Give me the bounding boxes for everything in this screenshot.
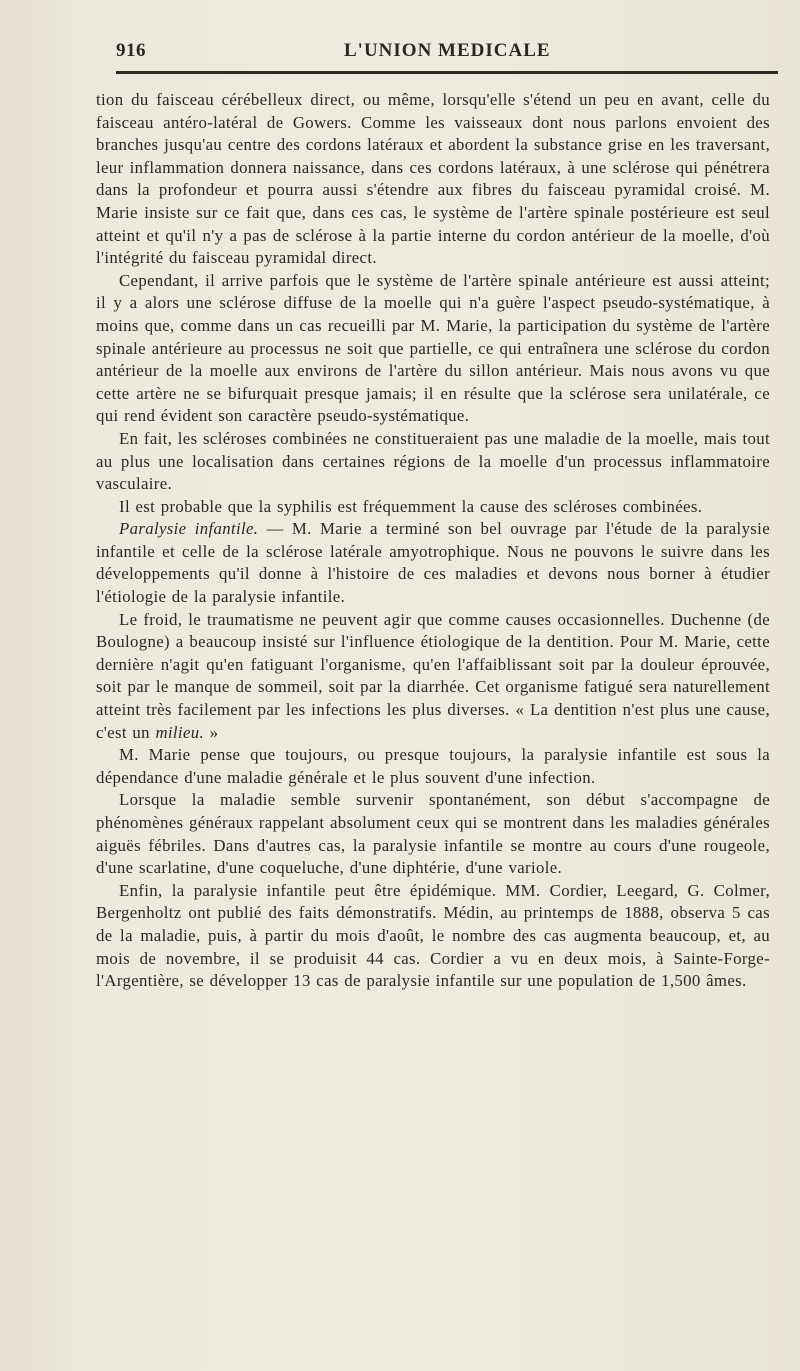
paragraph-2: Cependant, il arrive parfois que le système de l'artère spinale antérieure est aussi atteint; il y a alors une sclérose diffuse de la moelle qui n'a guère l'aspect pseudo-systématique, à moins que, comme dans un cas recueilli par M. Marie, la participation du système de l'artère spinale antérieure au processus ne soit que partielle, ce qui entraînera une sclérose du cordon antérieur de la moelle aux environs de l'artère du sillon antérieur. Mais nous avons vu que cette artère ne se bifurquait presque jamais; il en résulte que la sclérose sera unilatérale, ce qui rend évident son caractère pseudo-systématique. [96,270,770,426]
paragraph-9: Enfin, la paralysie infantile peut être épidémique. MM. Cordier, Leegard, G. Colmer, Bergenholtz ont publié des faits démonstratifs. Médin, au printemps de 1888, observa 5 cas de la maladie, puis, à partir du mois d'août, le nombre des cas augmenta beaucoup, et, au mois de novembre, il se produisit 44 cas. Cordier a vu en deux mois, à Sainte-Forge-l'Argentière, se développer 13 cas de paralysie infantile sur une population de 1,500 âmes. [96,880,770,991]
paragraph-5: Paralysie infantile. — M. Marie a terminé son bel ouvrage par l'étude de la paralysie infantile et celle de la sclérose latérale amyotrophique. Nous ne pouvons le suivre dans les développements qu'il donne à l'histoire de ces maladies et devons nous borner à étudier l'étiologie de la paralysie infantile. [96,519,770,607]
section-title-paralysie-infantile: Paralysie infantile. [119,519,259,539]
paragraph-3: En fait, les scléroses combinées ne constitueraient pas une maladie de la moelle, mais tout au plus une localisation dans certaines régions de la moelle d'un processus inflammatoire vasculaire. [96,428,770,494]
article-body [96,89,770,993]
running-head [96,40,768,66]
header-rule [116,71,778,74]
journal-title: L'UNION MEDICALE [344,40,551,61]
page-number: 916 [116,40,146,61]
paragraph-1: tion du faisceau cérébelleux direct, ou même, lorsqu'elle s'étend un peu en avant, celle du faisceau antéro-latéral de Gowers. Comme les vaisseaux dont nous parlons envoient des branches jusqu'au centre des cordons latéraux et abordent la substance grise en les traversant, leur inflammation donnera naissance, dans ces cordons latéraux, à une sclérose qui pénétrera dans la profondeur et pourra aussi s'étendre aux fibres du faisceau pyramidal croisé. M. Marie insiste sur ce fait que, dans ces cas, le système de l'artère spinale postérieure est seul atteint et qu'il n'y a pas de sclérose à la partie interne du cordon antérieur de la moelle, d'où l'intégrité du faisceau pyramidal direct. [96,90,770,268]
paragraph-8: Lorsque la maladie semble survenir spontanément, son début s'accompagne de phénomènes généraux rappelant absolument ceux qui se montrent dans les maladies générales aiguës fébriles. Dans d'autres cas, la paralysie infantile se montre au cours d'une rougeole, d'une scarlatine, d'une coqueluche, d'une diphtérie, d'une variole. [96,790,770,878]
paragraph-4: Il est probable que la syphilis est fréquemment la cause des scléroses combinées. [119,496,703,516]
paragraph-7: M. Marie pense que toujours, ou presque toujours, la paralysie infantile est sous la dépendance d'une maladie générale et le plus souvent d'une infection. [96,745,770,787]
paragraph-6: Le froid, le traumatisme ne peuvent agir que comme causes occasionnelles. Duchenne (de Boulogne) a beaucoup insisté sur l'influence étiologique de la dentition. Pour M. Marie, cette dernière n'agit qu'en fatiguant l'organisme, qu'en l'affaiblissant soit par la douleur éprouvée, soit par le manque de sommeil, soit par la diarrhée. Cet organisme fatigué sera naturellement atteint très facilement par les infections les plus diverses. « La dentition n'est plus une cause, c'est un milieu. » [96,609,770,742]
